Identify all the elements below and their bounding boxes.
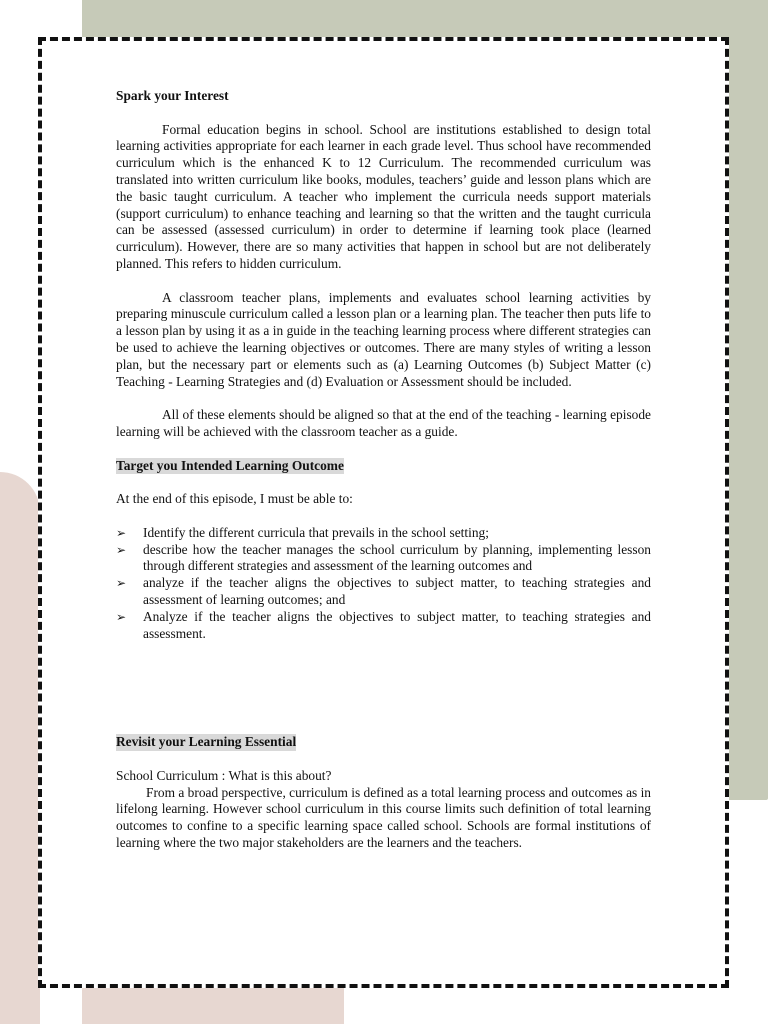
document-content — [116, 88, 651, 852]
arrow-bullet-icon: ➢ — [116, 542, 127, 557]
list-item-text: describe how the teacher manages the school curriculum by planning, implementing lesson through different strategies and assessment of the learning outcomes and — [143, 541, 651, 574]
list-item — [116, 525, 651, 542]
list-item — [116, 542, 651, 576]
list-item-text: Identify the different curricula that prevails in the school setting; — [143, 524, 489, 540]
list-item-text: analyze if the teacher aligns the objectives to subject matter, to teaching strategies and assessment of learning outcomes; and — [143, 575, 651, 607]
arrow-bullet-icon: ➢ — [116, 609, 127, 624]
list-item-text: Analyze if the teacher aligns the objectives to subject matter, to teaching strategies and assessment. — [143, 608, 651, 641]
heading-spark-your-interest: Spark your Interest — [116, 88, 229, 103]
paragraph-elements-aligned: All of these elements should be aligned so that at the end of the teaching - learning episode learning will be achieved with the classroom teacher as a guide. — [116, 407, 651, 439]
arrow-bullet-icon: ➢ — [116, 576, 127, 591]
decorative-pink-block-bottom — [82, 988, 344, 1024]
paragraph-school-curriculum: From a broad perspective, curriculum is defined as a total learning process and outcomes as in lifelong learning. However school curriculum in this course limits such definition of total learning outcomes to confine to a specific learning space called school. Schools are formal institutions of learning where the two major stakeholders are the learners and the teachers. — [116, 784, 651, 851]
outcome-intro: At the end of this episode, I must be able to: — [116, 491, 353, 507]
list-item — [116, 575, 651, 609]
list-item — [116, 609, 651, 643]
arrow-bullet-icon: ➢ — [116, 525, 127, 540]
heading-revisit-learning-essential: Revisit your Learning Essential — [116, 734, 297, 750]
paragraph-lesson-plan: A classroom teacher plans, implements and evaluates school learning activities by preparing minuscule curriculum called a lesson plan or a learning plan. The teacher then puts life to a lesson plan by using it as a in guide in the teaching learning process where different strategies can be used to achieve the learning objectives or outcomes. There are many styles of writing a lesson plan, but the necessary part or elements such as (a) Learning Outcomes (b) Subject Matter (c) Teaching - Learning Strategies and (d) Evaluation or Assessment should be included. — [116, 289, 651, 389]
outcome-list — [116, 525, 651, 643]
heading-intended-learning-outcome: Target you Intended Learning Outcome — [116, 457, 344, 473]
subheading-school-curriculum: School Curriculum : What is this about? — [116, 767, 332, 783]
decorative-pink-block-left — [0, 472, 40, 1024]
paragraph-formal-education: Formal education begins in school. School are institutions established to design total learning activities appropriate for each learner in each grade level. Thus school have recommended curriculum which is the enhanced K to 12 Curriculum. The recommended curriculum was translated into written curriculum like books, modules, teachers’ guide and lesson plans which are the basic taught curriculum. A teacher who implement the curricula needs support materials (support curriculum) to enhance teaching and learning so that the written and the taught curricula can be assessed (assessed curriculum) in order to determine if learning took place (learned curriculum). However, there are so many activities that happen in school but are not deliberately planned. This refers to hidden curriculum. — [116, 121, 651, 271]
